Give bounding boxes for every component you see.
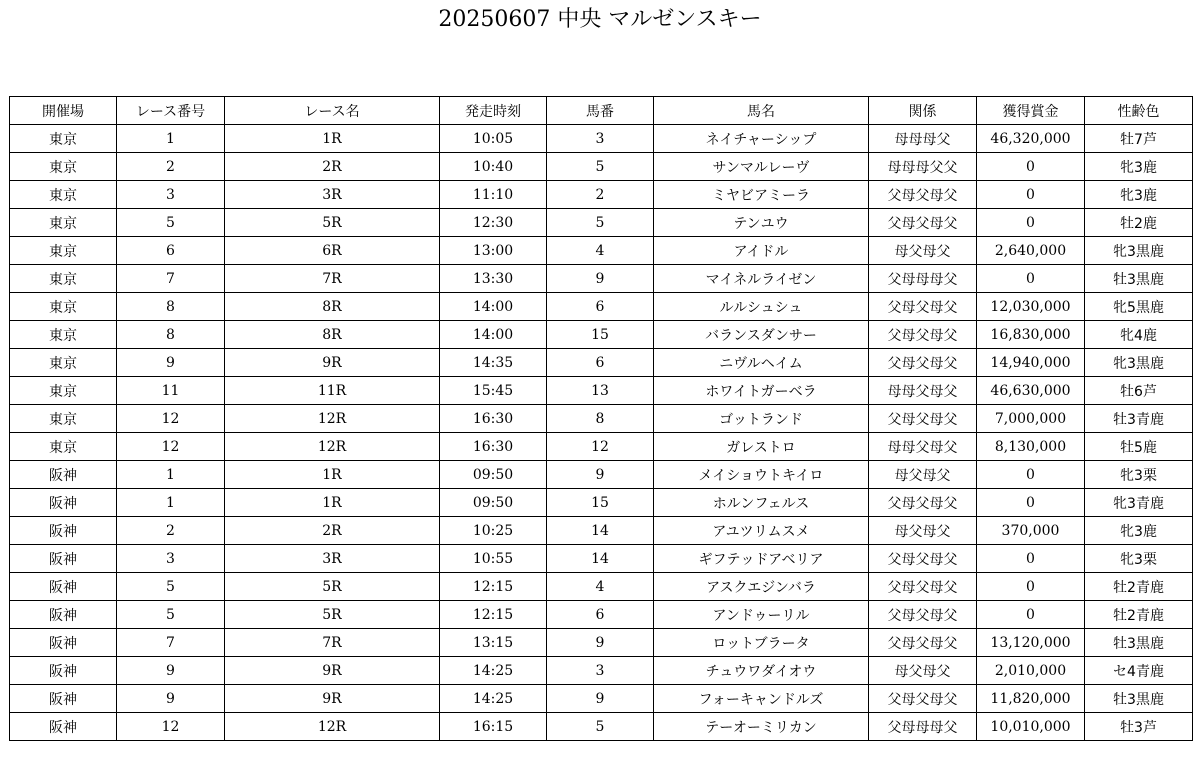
venue-cell: 東京: [10, 181, 117, 209]
race-name-cell: 8R: [225, 321, 440, 349]
prize-money-cell: 0: [977, 601, 1085, 629]
venue-cell: 阪神: [10, 545, 117, 573]
sex-age-color-cell: 牡2青鹿: [1085, 573, 1193, 601]
relation-cell: 母母母父父: [869, 153, 977, 181]
race-number-cell: 8: [117, 321, 225, 349]
sex-age-color-cell: 牡3青鹿: [1085, 405, 1193, 433]
sex-age-color-cell: 牡3黒鹿: [1085, 265, 1193, 293]
race-number-cell: 9: [117, 685, 225, 713]
sex-age-color-cell: 牡5鹿: [1085, 433, 1193, 461]
post-time-cell: 14:00: [440, 321, 547, 349]
race-name-cell: 1R: [225, 125, 440, 153]
table-row: [10, 461, 1193, 489]
horse-name-cell: ネイチャーシップ: [654, 125, 869, 153]
post-time-cell: 12:15: [440, 573, 547, 601]
post-time-cell: 12:30: [440, 209, 547, 237]
horse-name-cell: ルルシュシュ: [654, 293, 869, 321]
relation-cell: 母母父母父: [869, 377, 977, 405]
race-number-cell: 5: [117, 573, 225, 601]
prize-money-cell: 46,630,000: [977, 377, 1085, 405]
horse-number-cell: 4: [547, 237, 654, 265]
prize-money-cell: 8,130,000: [977, 433, 1085, 461]
post-time-cell: 13:30: [440, 265, 547, 293]
prize-money-cell: 0: [977, 461, 1085, 489]
race-name-cell: 5R: [225, 573, 440, 601]
sex-age-color-cell: セ4青鹿: [1085, 657, 1193, 685]
sex-age-color-cell: 牡2鹿: [1085, 209, 1193, 237]
race-number-cell: 8: [117, 293, 225, 321]
horse-number-cell: 15: [547, 489, 654, 517]
race-number-cell: 1: [117, 489, 225, 517]
venue-cell: 阪神: [10, 657, 117, 685]
relation-cell: 父母父母父: [869, 545, 977, 573]
prize-money-cell: 0: [977, 153, 1085, 181]
race-name-cell: 2R: [225, 517, 440, 545]
table-row: [10, 517, 1193, 545]
post-time-cell: 09:50: [440, 489, 547, 517]
race-name-cell: 5R: [225, 601, 440, 629]
post-time-cell: 13:00: [440, 237, 547, 265]
venue-cell: 東京: [10, 209, 117, 237]
race-number-cell: 7: [117, 629, 225, 657]
horse-number-cell: 9: [547, 265, 654, 293]
post-time-cell: 14:25: [440, 657, 547, 685]
table-row: [10, 181, 1193, 209]
horse-name-cell: メイショウトキイロ: [654, 461, 869, 489]
sex-age-color-cell: 牡3芦: [1085, 713, 1193, 741]
post-time-cell: 10:25: [440, 517, 547, 545]
table-row: [10, 237, 1193, 265]
race-name-cell: 9R: [225, 349, 440, 377]
venue-cell: 東京: [10, 405, 117, 433]
prize-money-cell: 13,120,000: [977, 629, 1085, 657]
relation-cell: 父母父母父: [869, 573, 977, 601]
race-name-cell: 12R: [225, 433, 440, 461]
relation-cell: 父母父母父: [869, 629, 977, 657]
post-time-cell: 10:55: [440, 545, 547, 573]
race-number-cell: 5: [117, 601, 225, 629]
table-row: [10, 601, 1193, 629]
race-name-cell: 3R: [225, 181, 440, 209]
race-number-cell: 3: [117, 545, 225, 573]
post-time-cell: 09:50: [440, 461, 547, 489]
horse-name-cell: ゴットランド: [654, 405, 869, 433]
race-name-cell: 9R: [225, 657, 440, 685]
relation-cell: 母父母父: [869, 657, 977, 685]
race-name-cell: 11R: [225, 377, 440, 405]
venue-cell: 阪神: [10, 489, 117, 517]
post-time-cell: 10:05: [440, 125, 547, 153]
horse-name-cell: チュウワダイオウ: [654, 657, 869, 685]
venue-cell: 東京: [10, 265, 117, 293]
horse-name-cell: ミヤビアミーラ: [654, 181, 869, 209]
horse-name-cell: ニヴルヘイム: [654, 349, 869, 377]
horse-number-cell: 14: [547, 517, 654, 545]
horse-name-cell: アスクエジンバラ: [654, 573, 869, 601]
venue-cell: 東京: [10, 237, 117, 265]
relation-cell: 母父母父: [869, 237, 977, 265]
table-row: [10, 573, 1193, 601]
race-name-cell: 1R: [225, 461, 440, 489]
venue-cell: 阪神: [10, 685, 117, 713]
sex-age-color-cell: 牝3黒鹿: [1085, 237, 1193, 265]
sex-age-color-cell: 牝3鹿: [1085, 181, 1193, 209]
prize-money-cell: 16,830,000: [977, 321, 1085, 349]
header-post-time: 発走時刻: [440, 97, 547, 125]
prize-money-cell: 370,000: [977, 517, 1085, 545]
sex-age-color-cell: 牡3黒鹿: [1085, 629, 1193, 657]
race-number-cell: 12: [117, 405, 225, 433]
horse-number-cell: 9: [547, 629, 654, 657]
relation-cell: 父母父母父: [869, 601, 977, 629]
race-name-cell: 7R: [225, 265, 440, 293]
venue-cell: 東京: [10, 293, 117, 321]
horse-number-cell: 3: [547, 657, 654, 685]
post-time-cell: 14:25: [440, 685, 547, 713]
sex-age-color-cell: 牝3青鹿: [1085, 489, 1193, 517]
header-prize-money: 獲得賞金: [977, 97, 1085, 125]
relation-cell: 父母父母父: [869, 293, 977, 321]
horse-name-cell: ギフテッドアベリア: [654, 545, 869, 573]
race-number-cell: 1: [117, 125, 225, 153]
race-name-cell: 8R: [225, 293, 440, 321]
horse-name-cell: フォーキャンドルズ: [654, 685, 869, 713]
venue-cell: 東京: [10, 433, 117, 461]
table-body: [10, 125, 1193, 741]
venue-cell: 阪神: [10, 517, 117, 545]
horse-number-cell: 5: [547, 209, 654, 237]
sex-age-color-cell: 牝3鹿: [1085, 153, 1193, 181]
race-name-cell: 6R: [225, 237, 440, 265]
race-name-cell: 9R: [225, 685, 440, 713]
venue-cell: 阪神: [10, 713, 117, 741]
horse-name-cell: バランスダンサー: [654, 321, 869, 349]
horse-number-cell: 2: [547, 181, 654, 209]
race-number-cell: 6: [117, 237, 225, 265]
prize-money-cell: 7,000,000: [977, 405, 1085, 433]
prize-money-cell: 0: [977, 265, 1085, 293]
venue-cell: 東京: [10, 153, 117, 181]
sex-age-color-cell: 牡2青鹿: [1085, 601, 1193, 629]
result-table: [9, 96, 1193, 741]
race-name-cell: 3R: [225, 545, 440, 573]
sex-age-color-cell: 牡6芦: [1085, 377, 1193, 405]
prize-money-cell: 11,820,000: [977, 685, 1085, 713]
race-number-cell: 7: [117, 265, 225, 293]
sex-age-color-cell: 牡7芦: [1085, 125, 1193, 153]
venue-cell: 東京: [10, 349, 117, 377]
horse-number-cell: 8: [547, 405, 654, 433]
table-row: [10, 713, 1193, 741]
horse-name-cell: テンユウ: [654, 209, 869, 237]
prize-money-cell: 0: [977, 573, 1085, 601]
race-name-cell: 5R: [225, 209, 440, 237]
sex-age-color-cell: 牝3黒鹿: [1085, 349, 1193, 377]
table-row: [10, 321, 1193, 349]
post-time-cell: 16:30: [440, 433, 547, 461]
relation-cell: 父母父母父: [869, 489, 977, 517]
horse-name-cell: サンマルレーヴ: [654, 153, 869, 181]
horse-name-cell: アユツリムスメ: [654, 517, 869, 545]
horse-number-cell: 5: [547, 713, 654, 741]
horse-number-cell: 6: [547, 293, 654, 321]
prize-money-cell: 2,640,000: [977, 237, 1085, 265]
post-time-cell: 11:10: [440, 181, 547, 209]
table-row: [10, 489, 1193, 517]
race-name-cell: 12R: [225, 713, 440, 741]
horse-number-cell: 3: [547, 125, 654, 153]
prize-money-cell: 12,030,000: [977, 293, 1085, 321]
race-name-cell: 7R: [225, 629, 440, 657]
venue-cell: 阪神: [10, 573, 117, 601]
sex-age-color-cell: 牝3鹿: [1085, 517, 1193, 545]
table-row: [10, 629, 1193, 657]
horse-number-cell: 12: [547, 433, 654, 461]
table-row: [10, 209, 1193, 237]
prize-money-cell: 0: [977, 209, 1085, 237]
table-row: [10, 293, 1193, 321]
relation-cell: 父母父母父: [869, 321, 977, 349]
venue-cell: 東京: [10, 125, 117, 153]
race-number-cell: 11: [117, 377, 225, 405]
relation-cell: 母父母父: [869, 461, 977, 489]
table-row: [10, 349, 1193, 377]
relation-cell: 父母父母父: [869, 181, 977, 209]
race-number-cell: 2: [117, 517, 225, 545]
sex-age-color-cell: 牝5黒鹿: [1085, 293, 1193, 321]
race-number-cell: 5: [117, 209, 225, 237]
prize-money-cell: 0: [977, 489, 1085, 517]
table-row: [10, 153, 1193, 181]
sex-age-color-cell: 牝3栗: [1085, 545, 1193, 573]
table-row: [10, 125, 1193, 153]
post-time-cell: 13:15: [440, 629, 547, 657]
race-number-cell: 2: [117, 153, 225, 181]
prize-money-cell: 0: [977, 545, 1085, 573]
venue-cell: 阪神: [10, 629, 117, 657]
prize-money-cell: 0: [977, 181, 1085, 209]
prize-money-cell: 46,320,000: [977, 125, 1085, 153]
post-time-cell: 16:30: [440, 405, 547, 433]
table-header-row: [10, 97, 1193, 125]
header-race-name: レース名: [225, 97, 440, 125]
post-time-cell: 15:45: [440, 377, 547, 405]
table-row: [10, 405, 1193, 433]
race-number-cell: 1: [117, 461, 225, 489]
sex-age-color-cell: 牡3黒鹿: [1085, 685, 1193, 713]
table-row: [10, 545, 1193, 573]
horse-number-cell: 13: [547, 377, 654, 405]
horse-number-cell: 4: [547, 573, 654, 601]
horse-name-cell: マイネルライゼン: [654, 265, 869, 293]
post-time-cell: 14:00: [440, 293, 547, 321]
horse-name-cell: ホワイトガーベラ: [654, 377, 869, 405]
prize-money-cell: 2,010,000: [977, 657, 1085, 685]
race-number-cell: 9: [117, 349, 225, 377]
table-row: [10, 265, 1193, 293]
post-time-cell: 14:35: [440, 349, 547, 377]
post-time-cell: 10:40: [440, 153, 547, 181]
relation-cell: 父母父母父: [869, 685, 977, 713]
horse-number-cell: 6: [547, 349, 654, 377]
table-row: [10, 685, 1193, 713]
race-name-cell: 1R: [225, 489, 440, 517]
horse-name-cell: テーオーミリカン: [654, 713, 869, 741]
horse-name-cell: ロットブラータ: [654, 629, 869, 657]
race-number-cell: 3: [117, 181, 225, 209]
header-race-number: レース番号: [117, 97, 225, 125]
horse-number-cell: 15: [547, 321, 654, 349]
relation-cell: 父母父母父: [869, 405, 977, 433]
sex-age-color-cell: 牝4鹿: [1085, 321, 1193, 349]
race-name-cell: 12R: [225, 405, 440, 433]
relation-cell: 父母父母父: [869, 209, 977, 237]
race-name-cell: 2R: [225, 153, 440, 181]
horse-number-cell: 6: [547, 601, 654, 629]
prize-money-cell: 10,010,000: [977, 713, 1085, 741]
header-horse-name: 馬名: [654, 97, 869, 125]
sex-age-color-cell: 牝3栗: [1085, 461, 1193, 489]
relation-cell: 母母母父: [869, 125, 977, 153]
venue-cell: 阪神: [10, 461, 117, 489]
header-horse-number: 馬番: [547, 97, 654, 125]
horse-number-cell: 5: [547, 153, 654, 181]
header-relation: 関係: [869, 97, 977, 125]
table-row: [10, 433, 1193, 461]
horse-number-cell: 14: [547, 545, 654, 573]
horse-number-cell: 9: [547, 685, 654, 713]
horse-number-cell: 9: [547, 461, 654, 489]
horse-name-cell: アンドゥーリル: [654, 601, 869, 629]
page-title: 20250607 中央 マルゼンスキー: [438, 7, 762, 32]
table-row: [10, 377, 1193, 405]
horse-name-cell: ホルンフェルス: [654, 489, 869, 517]
venue-cell: 東京: [10, 377, 117, 405]
race-number-cell: 12: [117, 713, 225, 741]
relation-cell: 父母母母父: [869, 713, 977, 741]
post-time-cell: 12:15: [440, 601, 547, 629]
venue-cell: 東京: [10, 321, 117, 349]
race-number-cell: 12: [117, 433, 225, 461]
header-venue: 開催場: [10, 97, 117, 125]
horse-name-cell: ガレストロ: [654, 433, 869, 461]
post-time-cell: 16:15: [440, 713, 547, 741]
relation-cell: 父母父母父: [869, 349, 977, 377]
header-sex-age-color: 性齢色: [1085, 97, 1193, 125]
relation-cell: 父母母母父: [869, 265, 977, 293]
relation-cell: 母父母父: [869, 517, 977, 545]
venue-cell: 阪神: [10, 601, 117, 629]
table-row: [10, 657, 1193, 685]
prize-money-cell: 14,940,000: [977, 349, 1085, 377]
race-number-cell: 9: [117, 657, 225, 685]
horse-name-cell: アイドル: [654, 237, 869, 265]
relation-cell: 母母父母父: [869, 433, 977, 461]
